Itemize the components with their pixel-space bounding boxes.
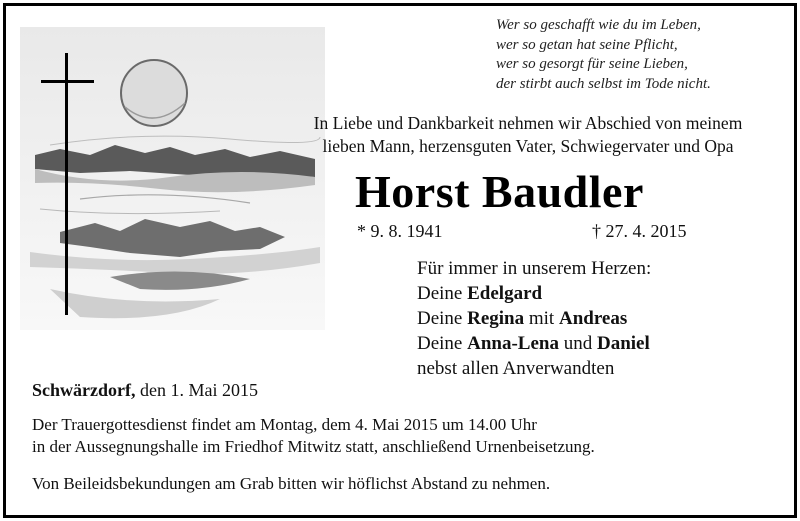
survivor-line: Deine Edelgard: [417, 283, 543, 304]
survivor-name: Daniel: [596, 333, 650, 354]
survivor-name: Regina: [467, 308, 525, 329]
poem-line: Wer so geschafft wie du im Leben,: [496, 17, 701, 33]
poem-line: der stirbt auch selbst im Tode nicht.: [496, 75, 711, 92]
cross-icon: [65, 53, 68, 315]
survivor-line: Deine Regina mit Andreas: [417, 308, 628, 329]
poem-line: wer so gesorgt für seine Lieben,: [496, 56, 688, 72]
service-line: in der Aussegnungshalle im Friedhof Mitwitz statt, anschließend Urnenbeisetzung.: [32, 437, 595, 456]
survivors-heading: Für immer in unserem Herzen:: [417, 258, 652, 279]
survivors-list: [417, 256, 651, 381]
farewell-intro: [278, 112, 778, 158]
place-town: Schwärzdorf,: [32, 380, 136, 400]
condolence-note: Von Beileidsbekundungen am Grab bitten wir höflichst Abstand zu nehmen.: [32, 474, 551, 493]
place-date: [32, 380, 258, 401]
survivor-line: Deine Anna-Lena und Daniel: [417, 333, 650, 354]
memorial-poem: [496, 16, 711, 94]
intro-line: In Liebe und Dankbarkeit nehmen wir Abschied von meinem: [313, 113, 743, 133]
sun-icon: [121, 60, 187, 126]
survivor-name: Edelgard: [467, 283, 543, 304]
deceased-name: Horst Baudler: [355, 166, 644, 217]
birth-date: * 9. 8. 1941: [357, 221, 443, 241]
landscape-illustration: [20, 27, 325, 330]
survivor-name: Andreas: [558, 308, 628, 329]
funeral-service-info: [32, 414, 595, 458]
survivor-name: Anna-Lena: [467, 333, 559, 354]
death-date: † 27. 4. 2015: [592, 221, 687, 241]
intro-line: lieben Mann, herzensguten Vater, Schwiegervater und Opa: [322, 136, 734, 156]
service-line: Der Trauergottesdienst findet am Montag, dem 4. Mai 2015 um 14.00 Uhr: [32, 415, 537, 434]
relatives-line: nebst allen Anverwandten: [417, 358, 615, 379]
notice-date: den 1. Mai 2015: [139, 380, 258, 400]
poem-line: wer so getan hat seine Pflicht,: [496, 36, 678, 53]
